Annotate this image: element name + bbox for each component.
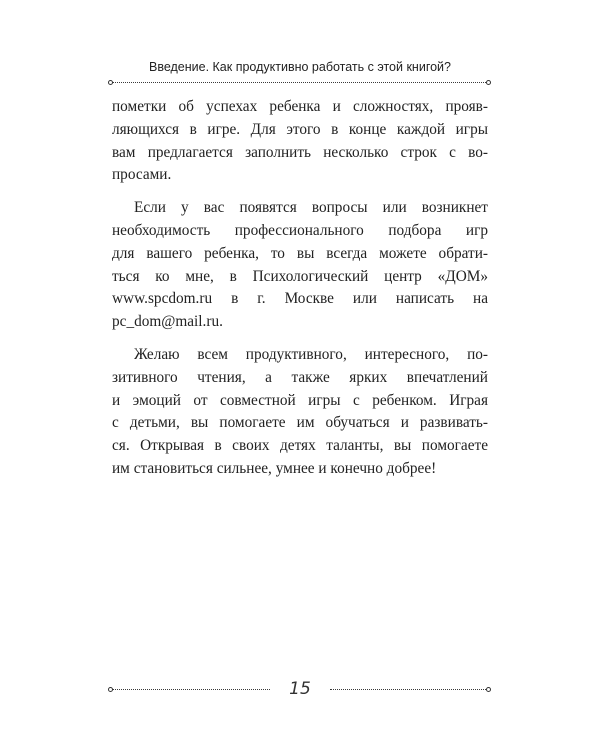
- text-line: зитивного чтения, а также ярких впечатлений: [112, 368, 488, 386]
- text-line: Если у вас появятся вопросы или возникнет: [134, 199, 488, 217]
- footer-rule-left-end: [108, 687, 113, 692]
- text-line: им становиться сильнее, умнее и конечно добрее!: [112, 459, 437, 477]
- header-rule-right-end: [486, 80, 491, 85]
- header-rule-left-end: [108, 80, 113, 85]
- footer-rule-left: [112, 689, 270, 690]
- page-footer: [112, 677, 488, 701]
- text-line: ся. Открывая в своих детях таланты, вы помогаете: [112, 437, 488, 455]
- text-line: ться ко мне, в Психологический центр «ДОМ»: [112, 267, 488, 285]
- text-line: с детьми, вы помогаете им обучаться и развивать-: [112, 414, 488, 432]
- text-line: ляющихся в игре. Для этого в конце каждой игры: [112, 120, 488, 138]
- body-text: [112, 96, 488, 491]
- paragraph-3: [112, 344, 488, 481]
- text-line: pc_dom@mail.ru.: [112, 313, 223, 331]
- text-line: для вашего ребенка, то вы всегда можете обрати-: [112, 244, 488, 262]
- paragraph-2: [112, 197, 488, 334]
- text-line: просами.: [112, 166, 172, 184]
- text-line: www.spcdom.ru в г. Москве или написать на: [112, 290, 488, 308]
- running-header: Введение. Как продуктивно работать с этой книгой?: [148, 60, 451, 74]
- footer-rule-right: [330, 689, 488, 690]
- text-line: пометки об успехах ребенка и сложностях, прояв-: [112, 98, 488, 115]
- page-number: 15: [289, 679, 311, 699]
- text-line: вам предлагается заполнить несколько строк с во-: [112, 143, 488, 161]
- text-line: необходимость профессионального подбора игр: [112, 221, 488, 239]
- text-line: и эмоций от совместной игры с ребенком. Играя: [112, 391, 488, 409]
- text-line: Желаю всем продуктивного, интересного, по-: [134, 345, 488, 363]
- footer-rule-right-end: [486, 687, 491, 692]
- paragraph-1: [112, 96, 488, 187]
- header-rule: [112, 82, 488, 83]
